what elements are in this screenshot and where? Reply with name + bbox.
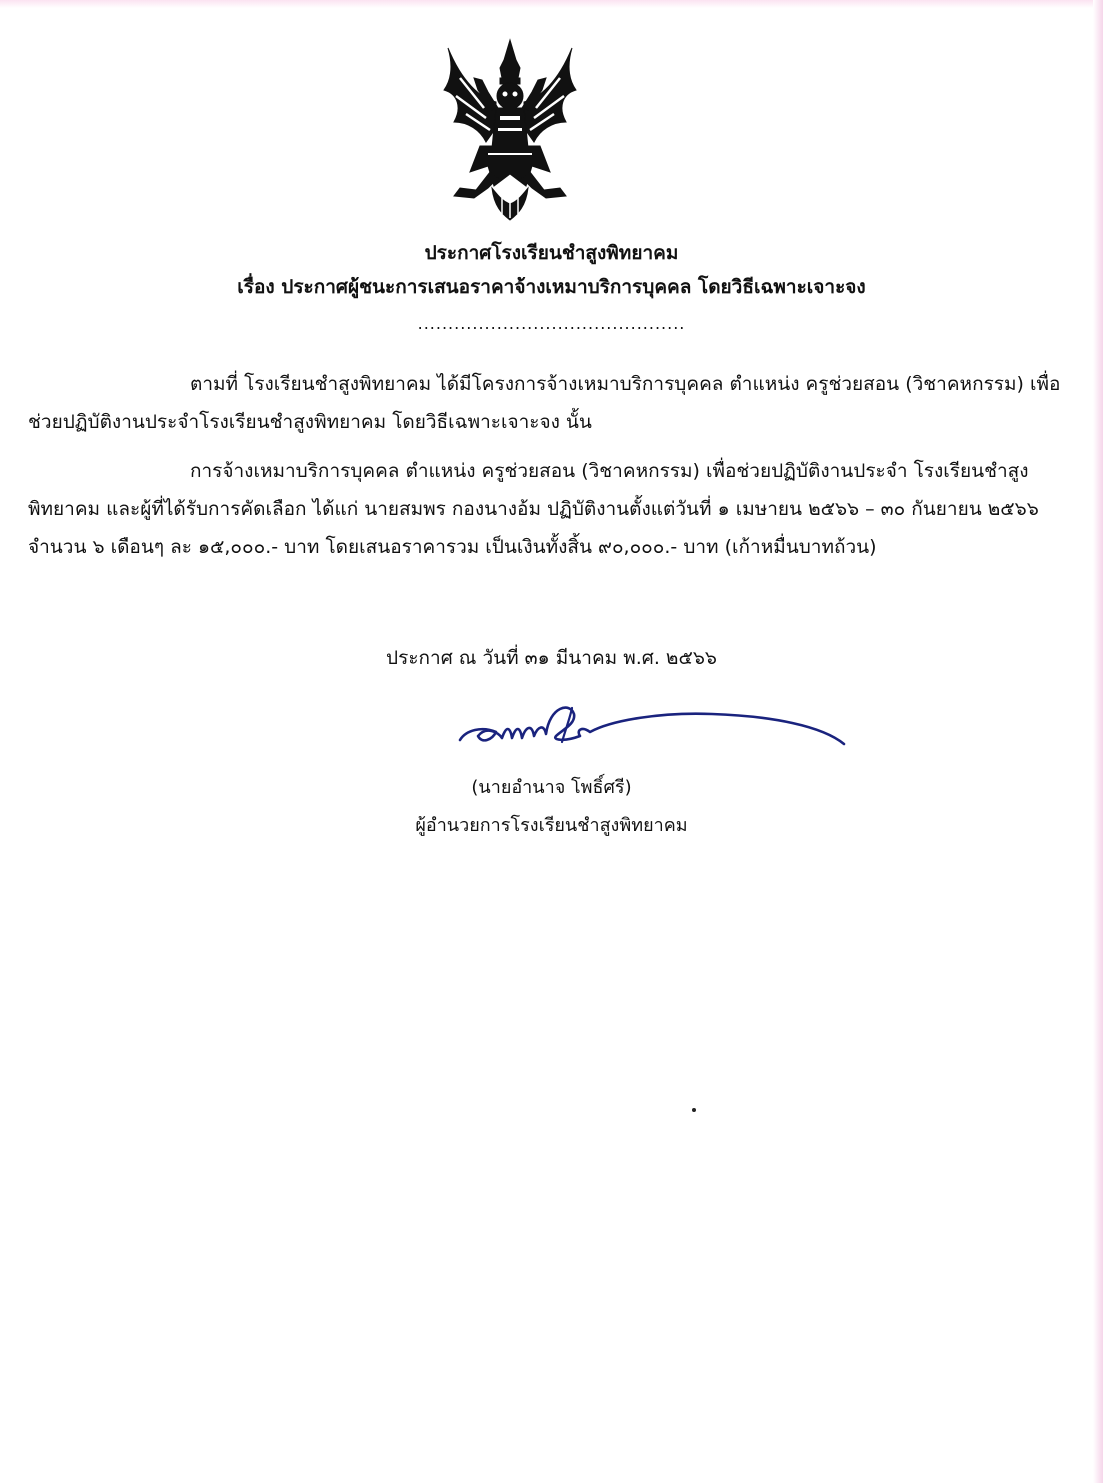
- paragraph-award: [28, 452, 1078, 566]
- announcement-title: ประกาศโรงเรียนชำสูงพิทยาคม: [424, 242, 679, 264]
- page-edge-right: [1093, 0, 1103, 1483]
- announcement-subject: เรื่อง ประกาศผู้ชนะการเสนอราคาจ้างเหมาบริการบุคคล โดยวิธีเฉพาะเจาะจง: [237, 276, 866, 298]
- signer-name: (นายอำนาจ โพธิ์ศรี): [471, 777, 632, 798]
- signature-image: [452, 696, 852, 756]
- signer-position: ผู้อำนวยการโรงเรียนชำสูงพิทยาคม: [415, 815, 688, 836]
- page-edge-top: [0, 0, 1103, 8]
- paragraph-2-text: การจ้างเหมาบริการบุคคล ตำแหน่ง ครูช่วยสอน (วิชาคหกรรม) เพื่อช่วยปฏิบัติงานประจำ โรงเรียนชำสูงพิทยาคม และผู้ที่ได้รับการคัดเลือก ได้แก่ นายสมพร กองนางอ้ม ปฏิบัติงานตั้งแต่วันที่ ๑ เมษายน ๒๕๖๖ – ๓๐ กันยายน ๒๕๖๖ จำนวน ๖ เดือนๆ ละ ๑๕,๐๐๐.- บาท โดยเสนอราคารวม เป็นเงินทั้งสิ้น ๙๐,๐๐๐.- บาท (เก้าหมื่นบาทถ้วน): [28, 460, 1039, 558]
- scan-speck: [692, 1108, 696, 1112]
- garuda-emblem-icon: [440, 38, 580, 222]
- separator-dots: ............................................: [417, 314, 686, 333]
- paragraph-1-text: ตามที่ โรงเรียนชำสูงพิทยาคม ได้มีโครงการจ้างเหมาบริการบุคคล ตำแหน่ง ครูช่วยสอน (วิชาคหกรรม) เพื่อช่วยปฏิบัติงานประจำโรงเรียนชำสูงพิทยาคม โดยวิธีเฉพาะเจาะจง นั้น: [28, 373, 1061, 433]
- paragraph-background: [28, 365, 1078, 441]
- announcement-date: ประกาศ ณ วันที่ ๓๑ มีนาคม พ.ศ. ๒๕๖๖: [386, 647, 717, 669]
